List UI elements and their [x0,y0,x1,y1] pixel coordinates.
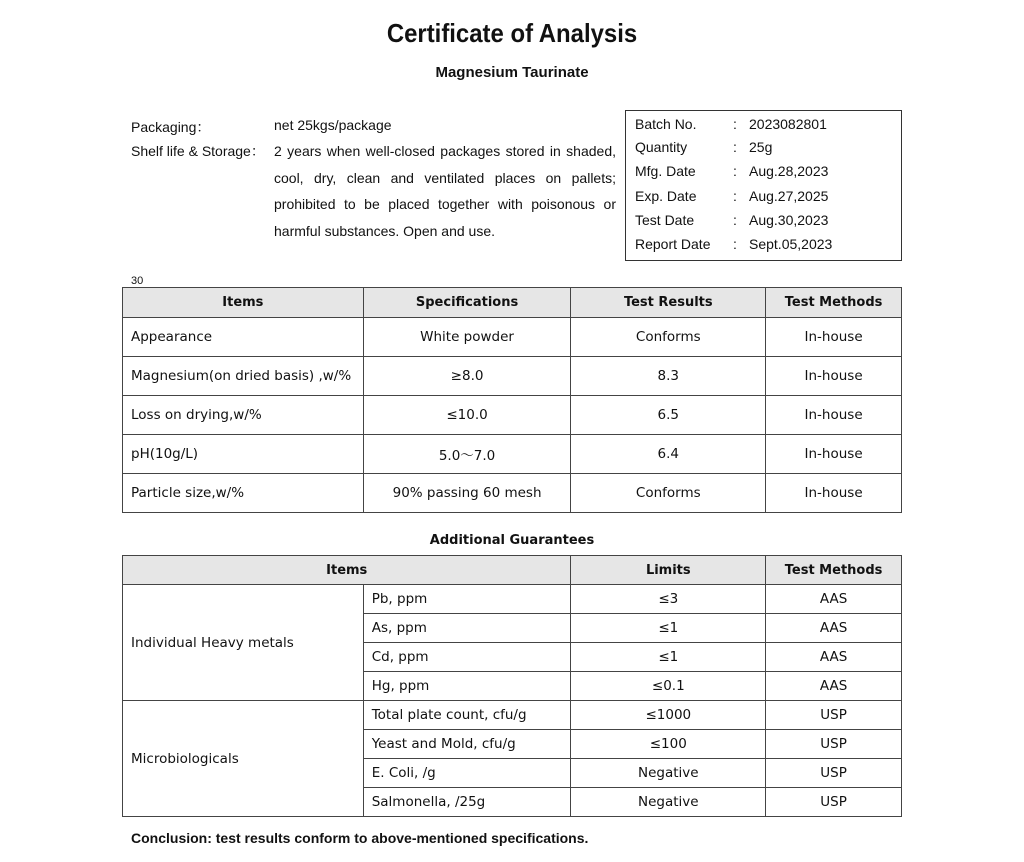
batch-key: Quantity [635,139,688,155]
column-header: Specifications [363,288,571,318]
item-cell: Pb, ppm [363,585,571,614]
table-row [123,357,902,396]
method-cell: USP [766,701,902,730]
shelf-life-value: 2 years when well-closed packages stored in shaded, cool, dry, clean and ventilated places on pallets; prohibited to be placed together with poisonous or harmful substances. Open and use. [274,143,616,239]
spec-cell: White powder [363,318,571,357]
batch-colon: : [733,188,737,204]
method-cell: In-house [766,435,902,474]
table-row [123,396,902,435]
method-cell: In-house [766,396,902,435]
batch-key: Test Date [635,212,695,228]
table-row [123,474,902,513]
table-row [123,435,902,474]
table-row [123,585,902,614]
limit-cell: ≤3 [571,585,766,614]
column-header: Test Results [571,288,766,318]
batch-value: Sept.05,2023 [749,236,833,252]
item-cell: E. Coli, /g [363,759,571,788]
table-header-row [123,288,902,318]
item-cell: Cd, ppm [363,643,571,672]
item-cell: Yeast and Mold, cfu/g [363,730,571,759]
item-cell: Appearance [123,318,364,357]
item-cell: Hg, ppm [363,672,571,701]
method-cell: AAS [766,672,902,701]
method-cell: AAS [766,614,902,643]
batch-info-box [625,110,902,261]
document-title: Certificate of Analysis [386,18,638,48]
spec-cell: 5.0～7.0 [363,435,571,474]
result-cell: Conforms [571,318,766,357]
method-cell: USP [766,730,902,759]
limit-cell: ≤1 [571,614,766,643]
shelf-life-label: Shelf life & Storage： [131,143,265,159]
method-cell: AAS [766,643,902,672]
page-note: 30 [131,275,144,287]
method-cell: In-house [766,357,902,396]
item-cell: Magnesium(on dried basis) ,w/% [123,357,364,396]
product-name: Magnesium Taurinate [435,64,589,81]
spec-cell: ≤10.0 [363,396,571,435]
additional-guarantees-table [122,555,902,817]
column-header: Test Methods [766,288,902,318]
limit-cell: ≤1000 [571,701,766,730]
spec-cell: 90% passing 60 mesh [363,474,571,513]
item-cell: pH(10g/L) [123,435,364,474]
limit-cell: Negative [571,788,766,817]
batch-colon: : [733,212,737,228]
batch-colon: : [733,163,737,179]
limit-cell: ≤1 [571,643,766,672]
method-cell: AAS [766,585,902,614]
result-cell: 6.5 [571,396,766,435]
column-header: Limits [571,556,766,585]
batch-value: Aug.27,2025 [749,188,829,204]
batch-value: Aug.28,2023 [749,163,829,179]
limit-cell: ≤100 [571,730,766,759]
item-cell: Total plate count, cfu/g [363,701,571,730]
result-cell: Conforms [571,474,766,513]
column-header: Test Methods [766,556,902,585]
limit-cell: ≤0.1 [571,672,766,701]
conclusion-text: Conclusion: test results conform to above-mentioned specifications. [131,830,589,846]
result-cell: 6.4 [571,435,766,474]
method-cell: USP [766,788,902,817]
batch-key: Exp. Date [635,188,697,204]
item-cell: As, ppm [363,614,571,643]
column-header: Items [123,288,364,318]
packaging-value: net 25kgs/package [274,117,392,133]
method-cell: In-house [766,318,902,357]
method-cell: USP [766,759,902,788]
table-row [123,701,902,730]
batch-colon: : [733,139,737,155]
additional-guarantees-title: Additional Guarantees [429,533,595,548]
column-header: Items [123,556,571,585]
batch-value: 2023082801 [749,116,827,132]
group-cell: Individual Heavy metals [123,585,364,701]
batch-key: Report Date [635,236,711,252]
batch-colon: : [733,116,737,132]
item-cell: Loss on drying,w/% [123,396,364,435]
method-cell: In-house [766,474,902,513]
packaging-label: Packaging： [131,119,211,135]
batch-value: Aug.30,2023 [749,212,829,228]
item-cell: Salmonella, /25g [363,788,571,817]
table-header-row [123,556,902,585]
batch-key: Batch No. [635,116,697,132]
result-cell: 8.3 [571,357,766,396]
table-row [123,318,902,357]
batch-value: 25g [749,139,773,155]
batch-key: Mfg. Date [635,163,696,179]
limit-cell: Negative [571,759,766,788]
item-cell: Particle size,w/% [123,474,364,513]
batch-colon: : [733,236,737,252]
group-cell: Microbiologicals [123,701,364,817]
spec-cell: ≥8.0 [363,357,571,396]
specifications-table [122,287,902,513]
